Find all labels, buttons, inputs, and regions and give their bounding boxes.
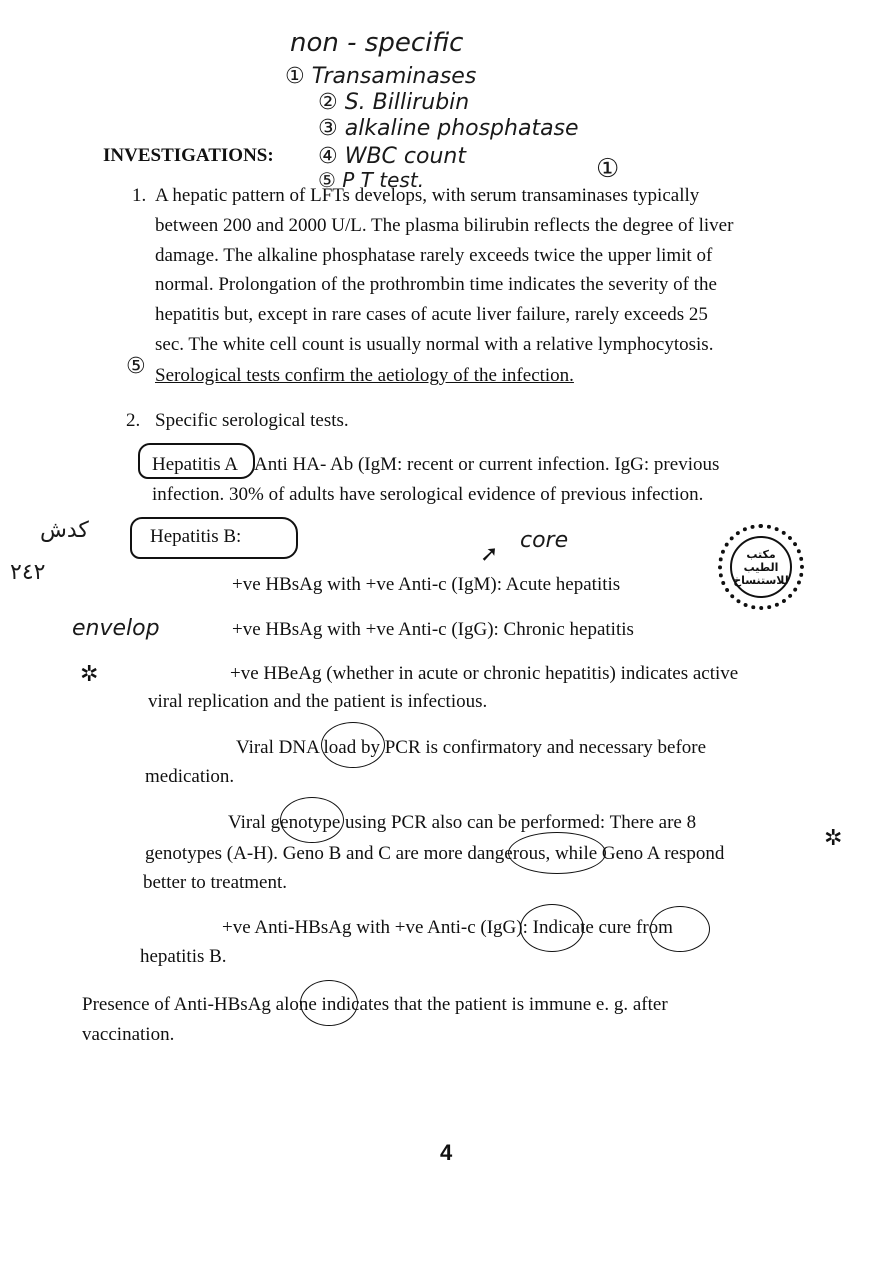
handwritten-arabic-note-2: ٢٤٢ (10, 560, 46, 585)
hand-circle-mark (321, 722, 385, 768)
hep-b-line-11: hepatitis B. (140, 946, 227, 967)
item1-line-1: A hepatic pattern of LFTs develops, with serum transaminases typically (155, 185, 700, 206)
handwritten-circle-one: ① (596, 154, 620, 184)
seal-text: مكتب الطيب للاستنساخ (733, 547, 789, 587)
section-title: INVESTIGATIONS: (103, 145, 274, 166)
item1-line-5: hepatitis but, except in rare cases of acute liver failure, rarely exceeds 25 (155, 304, 708, 325)
hand-circle-mark (650, 906, 710, 952)
handwritten-title: non - specific (290, 28, 464, 58)
handwritten-arabic-note-1: كدش (40, 518, 89, 543)
handwritten-list-item-2: ② S. Billirubin (318, 90, 470, 115)
hep-b-line-9: better to treatment. (143, 872, 288, 893)
hep-b-line-2: +ve HBsAg with +ve Anti-c (IgG): Chronic hepatitis (232, 619, 634, 640)
item1-line-6: sec. The white cell count is usually normal with a relative lymphocytosis. (155, 334, 714, 355)
handwritten-list-item-4: ④ WBC count (318, 144, 466, 169)
hep-b-label: Hepatitis B: (150, 526, 242, 547)
handwritten-envelop-note: envelop (72, 616, 160, 641)
stamp-seal (718, 524, 804, 610)
item1-line-2: between 200 and 2000 U/L. The plasma bilirubin reflects the degree of liver (155, 215, 734, 236)
handwritten-number-5: ⑤ (126, 354, 146, 379)
item2-title: Specific serological tests. (155, 410, 349, 431)
page-number: 4 (440, 1140, 453, 1165)
hep-b-line-7: Viral genotype using PCR also can be performed: There are 8 (228, 812, 697, 833)
item1-line-3: damage. The alkaline phosphatase rarely exceeds twice the upper limit of (155, 245, 713, 266)
hep-a-label: Hepatitis A (152, 454, 239, 475)
hep-b-line-6: medication. (145, 766, 235, 787)
item1-line-4: normal. Prolongation of the prothrombin time indicates the severity of the (155, 274, 717, 295)
hep-b-line-3: +ve HBeAg (whether in acute or chronic hepatitis) indicates active (230, 663, 739, 684)
hep-b-line-8: genotypes (A-H). Geno B and C are more dangerous, while Geno A respond (145, 843, 725, 864)
item1-number: 1. (132, 185, 147, 206)
hand-circle-mark (280, 797, 344, 843)
hep-a-text-1: Anti HA- Ab (IgM: recent or current infection. IgG: previous (254, 454, 720, 475)
handwritten-core-note: core (520, 528, 569, 553)
hand-circle-mark (508, 832, 606, 874)
presence-line-1: Presence of Anti-HBsAg alone indicates that the patient is immune e. g. after (82, 994, 668, 1015)
handwritten-arrow-icon: ➚ (480, 542, 499, 567)
hep-b-line-1: +ve HBsAg with +ve Anti-c (IgM): Acute hepatitis (232, 574, 621, 595)
presence-line-2: vaccination. (82, 1024, 175, 1045)
hand-circle-mark (300, 980, 358, 1026)
hand-circle-mark (520, 904, 584, 952)
hep-b-line-10: +ve Anti-HBsAg with +ve Anti-c (IgG): Indicate cure from (222, 917, 673, 938)
handwritten-list-item-3: ③ alkaline phosphatase (318, 116, 579, 141)
hep-a-text-2: infection. 30% of adults have serological evidence of previous infection. (152, 484, 704, 505)
handwritten-list-item-5: ⑤ P T test. (318, 168, 425, 192)
star-mark-icon: ✲ (824, 826, 843, 851)
hep-b-line-4: viral replication and the patient is infectious. (148, 691, 488, 712)
hep-b-line-5: Viral DNA load by PCR is confirmatory and necessary before (236, 737, 707, 758)
item1-line-7: Serological tests confirm the aetiology of the infection. (155, 365, 574, 386)
star-mark-icon: ✲ (80, 662, 99, 687)
item2-number: 2. (126, 410, 141, 431)
handwritten-list-item-1: ① Transaminases (285, 64, 477, 89)
